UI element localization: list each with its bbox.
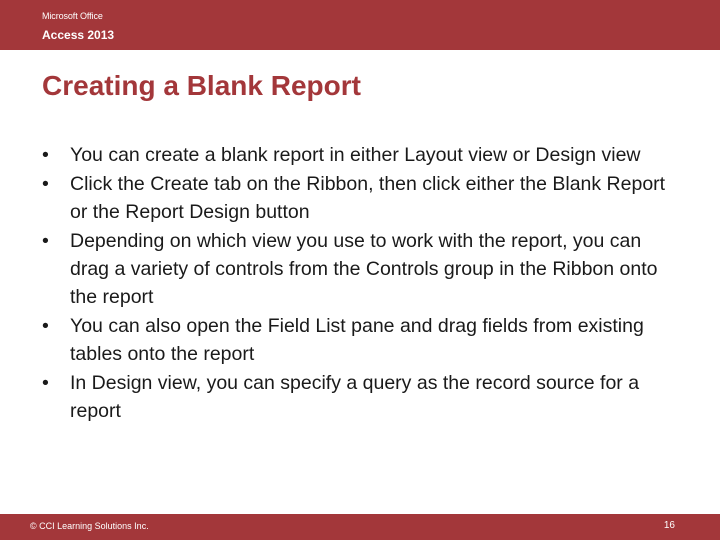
bullet-item	[42, 227, 682, 311]
slide-title: Creating a Blank Report	[42, 70, 361, 101]
bullet-list	[42, 141, 682, 426]
bullet-text: Click the Create tab on the Ribbon, then click either the Blank Report or the Report Design button	[70, 173, 666, 223]
bullet-item	[42, 141, 682, 169]
bullet-item	[42, 312, 682, 368]
page-number: 16	[663, 520, 675, 531]
header-band	[0, 0, 720, 50]
footer-copyright: © CCI Learning Solutions Inc.	[30, 521, 149, 531]
bullet-item	[42, 170, 682, 226]
bullet-text: You can create a blank report in either Layout view or Design view	[70, 144, 641, 166]
bullet-icon: •	[42, 372, 49, 394]
bullet-text: Depending on which view you use to work with the report, you can drag a variety of controls from the Controls group in the Ribbon onto the report	[70, 230, 658, 308]
bullet-icon: •	[42, 315, 49, 337]
bullet-icon: •	[42, 173, 49, 195]
bullet-icon: •	[42, 144, 49, 166]
bullet-item	[42, 369, 682, 425]
bullet-text: You can also open the Field List pane and drag fields from existing tables onto the report	[70, 315, 644, 365]
header-brand: Microsoft Office	[42, 11, 103, 21]
footer-band	[0, 514, 720, 540]
bullet-icon: •	[42, 230, 49, 252]
bullet-text: In Design view, you can specify a query as the record source for a report	[70, 372, 640, 422]
header-product: Access 2013	[42, 28, 115, 42]
